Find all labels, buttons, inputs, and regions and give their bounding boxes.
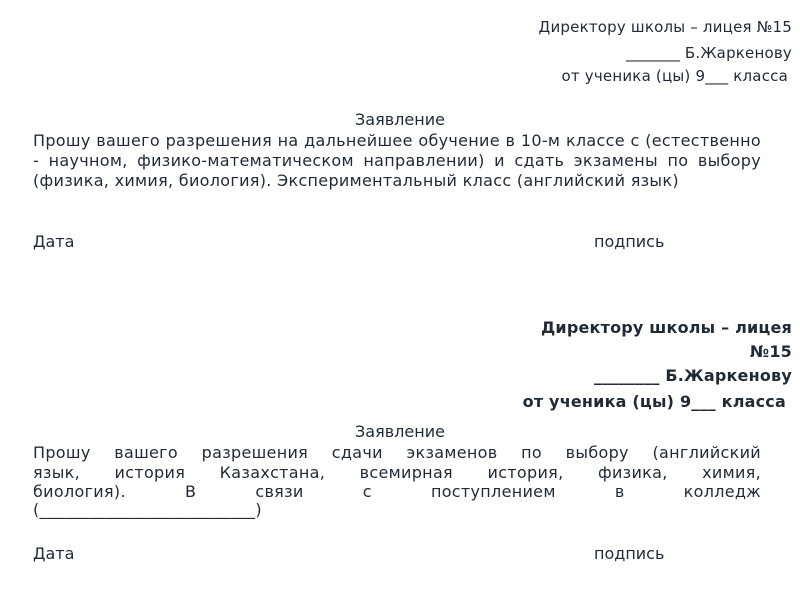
doc1-title: Заявление <box>355 110 445 129</box>
doc1-date-label: Дата <box>33 232 75 251</box>
doc2-signature-label: подпись <box>594 544 665 563</box>
doc1-signature-label: подпись <box>594 232 665 251</box>
doc2-addressee-line4: от ученика (цы) 9___ класса <box>522 392 786 411</box>
doc1-addressee-line1: Директору школы – лицея №15 <box>538 18 792 36</box>
doc2-date-label: Дата <box>33 544 75 563</box>
doc2-body-line2: язык, история Казахстана, всемирная история, физика, химия, <box>33 463 761 482</box>
doc2-addressee-line1: Директору школы – лицея <box>540 318 792 337</box>
doc2-body-line4: (__________________________) <box>33 500 262 519</box>
doc1-body: Прошу вашего разрешения на дальнейшее обучение в 10-м классе с (естественно - научном, физико-математическом направлении) и сдать экзамены по выбору (физика, химия, биология). Экспериментальный класс (английский язык) <box>33 131 761 190</box>
doc2-body-line3: биология). В связи с поступлением в колледж <box>33 482 761 501</box>
doc2-addressee-line3: ________ Б.Жаркенову <box>594 366 792 385</box>
doc2-body-line1: Прошу вашего разрешения сдачи экзаменов по выбору (английский <box>33 443 761 462</box>
doc1-addressee-line2: _______ Б.Жаркенову <box>626 44 792 62</box>
doc2-addressee-line2: №15 <box>749 342 792 361</box>
doc2-title: Заявление <box>355 422 445 441</box>
doc1-addressee-line3: от ученика (цы) 9___ класса <box>561 67 788 85</box>
